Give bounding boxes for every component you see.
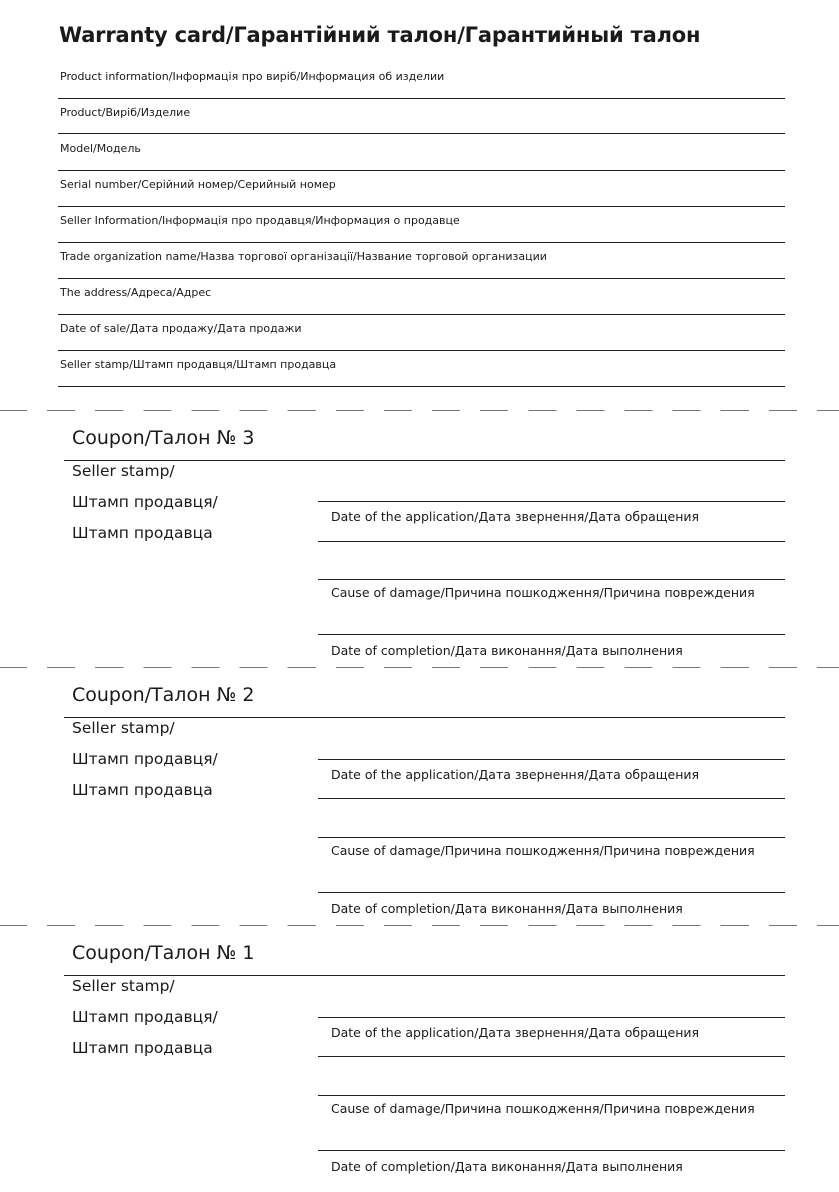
completion-date-label: Date of completion/Дата виконання/Дата выполнения: [331, 643, 683, 658]
coupon-1: [0, 942, 839, 1192]
cut-line: [0, 667, 839, 668]
coupon-title: Coupon/Талон № 1: [72, 942, 255, 964]
seller-stamp-label: Штамп продавця/: [72, 493, 218, 511]
application-date-line: [318, 798, 785, 799]
field-label-model: Model/Модель: [60, 142, 141, 155]
application-date-line: [318, 759, 785, 760]
seller-stamp-label: Штамп продавца: [72, 524, 213, 542]
application-date-line: [318, 1017, 785, 1018]
field-line: [58, 98, 785, 99]
field-label-address: The address/Адреса/Адрес: [60, 286, 212, 299]
field-label-seller-stamp: Seller stamp/Штамп продавця/Штамп продавца: [60, 358, 337, 371]
damage-cause-label: Cause of damage/Причина пошкодження/Причина повреждения: [331, 1101, 755, 1116]
cut-line: [0, 925, 839, 926]
field-line: [58, 206, 785, 207]
coupon-title: Coupon/Талон № 3: [72, 427, 255, 449]
page-title: Warranty card/Гарантійний талон/Гарантийный талон: [59, 23, 701, 47]
coupon-title: Coupon/Талон № 2: [72, 684, 255, 706]
completion-date-line: [318, 892, 785, 893]
field-label-trade-organization: Trade organization name/Назва торгової організації/Название торговой организации: [60, 250, 547, 263]
seller-stamp-label: Штамп продавця/: [72, 1008, 218, 1026]
field-line: [58, 242, 785, 243]
seller-stamp-label: Seller stamp/: [72, 977, 175, 995]
completion-date-line: [318, 1150, 785, 1151]
application-date-line: [318, 501, 785, 502]
field-line: [58, 133, 785, 134]
application-date-label: Date of the application/Дата звернення/Дата обращения: [331, 509, 700, 524]
field-line: [58, 314, 785, 315]
field-label-seller-information: Seller Information/Інформація про продавця/Информация о продавце: [60, 214, 460, 227]
application-date-label: Date of the application/Дата звернення/Дата обращения: [331, 767, 700, 782]
application-date-label: Date of the application/Дата звернення/Дата обращения: [331, 1025, 700, 1040]
field-line: [58, 278, 785, 279]
seller-stamp-label: Штамп продавца: [72, 781, 213, 799]
damage-cause-line: [318, 837, 785, 838]
field-label-date-of-sale: Date of sale/Дата продажу/Дата продажи: [60, 322, 302, 335]
application-date-line: [318, 541, 785, 542]
cut-line: [0, 410, 839, 411]
damage-cause-label: Cause of damage/Причина пошкодження/Причина повреждения: [331, 585, 755, 600]
damage-cause-line: [318, 1095, 785, 1096]
field-label-serial-number: Serial number/Серійний номер/Серийный номер: [60, 178, 336, 191]
coupon-3: [0, 427, 839, 677]
seller-stamp-label: Seller stamp/: [72, 719, 175, 737]
seller-stamp-label: Штамп продавца: [72, 1039, 213, 1057]
field-line: [58, 350, 785, 351]
completion-date-line: [318, 634, 785, 635]
coupon-title-underline: [64, 975, 785, 976]
coupon-title-underline: [64, 460, 785, 461]
application-date-line: [318, 1056, 785, 1057]
completion-date-label: Date of completion/Дата виконання/Дата выполнения: [331, 1159, 683, 1174]
field-label-product: Product/Виріб/Изделие: [60, 106, 191, 119]
seller-stamp-label: Штамп продавця/: [72, 750, 218, 768]
field-line: [58, 170, 785, 171]
damage-cause-line: [318, 579, 785, 580]
field-line: [58, 386, 785, 387]
damage-cause-label: Cause of damage/Причина пошкодження/Причина повреждения: [331, 843, 755, 858]
completion-date-label: Date of completion/Дата виконання/Дата выполнения: [331, 901, 683, 916]
field-label-product-information: Product information/Інформація про виріб/Информация об изделии: [60, 70, 445, 83]
coupon-2: [0, 684, 839, 934]
coupon-title-underline: [64, 717, 785, 718]
seller-stamp-label: Seller stamp/: [72, 462, 175, 480]
